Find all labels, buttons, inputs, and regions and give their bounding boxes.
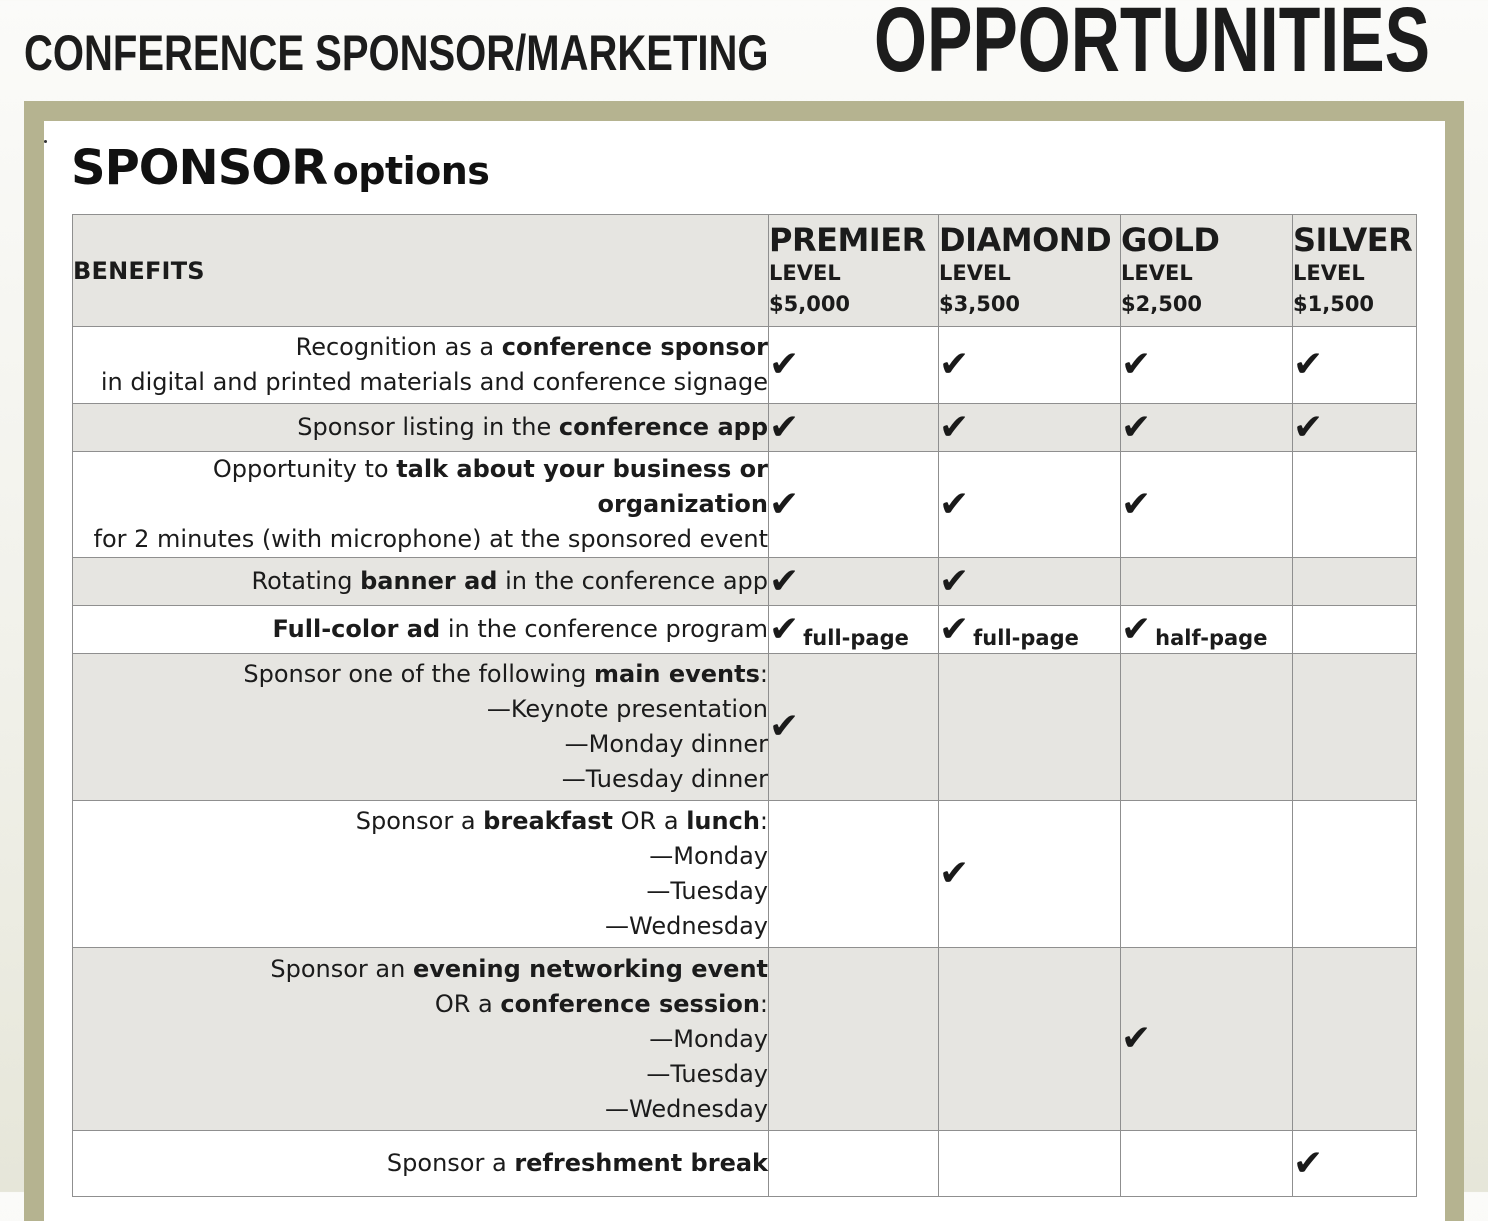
benefit-text: Sponsor an <box>270 954 413 983</box>
benefit-cell <box>73 452 769 558</box>
benefit-emphasis: main events <box>593 660 760 688</box>
table-row <box>73 801 1417 948</box>
level-header-diamond <box>939 215 1121 327</box>
benefit-text: Sponsor listing in the <box>297 413 559 441</box>
benefit-cell <box>73 327 769 404</box>
headline-small: CONFERENCE SPONSOR/MARKETING <box>24 25 769 81</box>
table-row <box>73 404 1417 452</box>
benefit-text: : <box>759 807 768 835</box>
benefit-text: for 2 minutes (with microphone) at the sponsored event <box>93 525 768 553</box>
mark-cell-gold <box>1121 404 1293 452</box>
benefit-text: : <box>759 660 768 688</box>
mark-cell-diamond <box>939 327 1121 404</box>
check-icon: ✔ <box>769 560 800 602</box>
benefit-text: Sponsor a <box>355 807 484 835</box>
mark-cell-gold <box>1121 452 1293 558</box>
level-price: $1,500 <box>1293 291 1375 316</box>
benefit-emphasis: conference session <box>500 989 760 1018</box>
table-row <box>73 606 1417 654</box>
mark-cell-premier <box>769 558 939 606</box>
check-icon: ✔ <box>939 853 970 894</box>
benefit-text: Rotating <box>251 567 361 595</box>
mark-cell-silver <box>1293 948 1417 1131</box>
benefit-emphasis: conference app <box>558 413 768 441</box>
benefit-text: in the conference app <box>497 567 768 595</box>
level-price: $3,500 <box>939 291 1021 316</box>
mark-cell-diamond <box>939 452 1121 558</box>
page-headline <box>24 0 1464 92</box>
section-title-rest: options <box>332 149 490 193</box>
benefit-text: Sponsor one of the following <box>243 660 594 688</box>
mark-cell-premier <box>769 801 939 948</box>
benefit-emphasis: banner ad <box>360 567 498 595</box>
check-icon: ✔ <box>769 483 800 525</box>
benefit-text: OR a <box>613 807 687 835</box>
check-icon: ✔ <box>939 344 970 385</box>
benefit-list-item: —Tuesday dinner <box>561 765 768 793</box>
check-icon: ✔ <box>1121 406 1152 448</box>
benefit-list-item: —Wednesday <box>605 1094 768 1123</box>
level-header-gold <box>1121 215 1293 327</box>
benefit-text: Opportunity to <box>212 455 397 483</box>
benefits-header: BENEFITS <box>73 215 769 327</box>
check-icon: ✔ <box>1121 344 1152 385</box>
level-name: SILVER <box>1293 220 1413 259</box>
benefit-cell <box>73 654 769 801</box>
ad-size-note: full-page <box>973 625 1079 650</box>
benefit-emphasis: talk about your business or organization <box>396 455 768 518</box>
mark-cell-diamond <box>939 654 1121 801</box>
table-header-row <box>73 215 1417 327</box>
table-row <box>73 558 1417 606</box>
level-sub: LEVEL <box>1293 260 1365 285</box>
check-icon: ✔ <box>769 344 800 385</box>
benefit-text: Recognition as a <box>295 333 502 361</box>
benefit-text: OR a <box>434 989 501 1018</box>
benefit-emphasis: evening networking event <box>412 954 768 983</box>
check-icon: ✔ <box>1121 483 1152 525</box>
mark-cell-silver <box>1293 801 1417 948</box>
check-icon: ✔ <box>939 406 970 448</box>
benefit-emphasis: refreshment break <box>514 1149 768 1177</box>
mark-cell-diamond <box>939 948 1121 1131</box>
ad-size-note: full-page <box>803 625 909 650</box>
mark-cell-premier <box>769 654 939 801</box>
mark-cell-premier <box>769 948 939 1131</box>
level-name: GOLD <box>1121 220 1220 259</box>
mark-cell-diamond <box>939 801 1121 948</box>
check-icon: ✔ <box>1121 1018 1152 1059</box>
benefit-cell <box>73 801 769 948</box>
benefit-cell <box>73 404 769 452</box>
table-row <box>73 1131 1417 1197</box>
check-icon: ✔ <box>1293 406 1324 448</box>
mark-cell-silver <box>1293 452 1417 558</box>
mark-cell-premier <box>769 606 939 654</box>
benefit-list-item: —Monday <box>649 842 768 870</box>
mark-cell-silver <box>1293 654 1417 801</box>
check-icon: ✔ <box>939 483 970 525</box>
mark-cell-gold <box>1121 606 1293 654</box>
mark-cell-diamond <box>939 404 1121 452</box>
table-row <box>73 452 1417 558</box>
benefit-list-item: —Keynote presentation <box>486 695 768 723</box>
benefit-list-item: —Wednesday <box>605 912 768 940</box>
level-header-silver <box>1293 215 1417 327</box>
check-icon: ✔ <box>769 406 800 448</box>
check-icon: ✔ <box>939 608 970 650</box>
level-name: PREMIER <box>769 220 926 259</box>
benefit-text: in digital and printed materials and conference signage <box>100 368 768 396</box>
mark-cell-gold <box>1121 1131 1293 1197</box>
mark-cell-silver <box>1293 404 1417 452</box>
benefit-cell <box>73 606 769 654</box>
mark-cell-premier <box>769 452 939 558</box>
table-row <box>73 948 1417 1131</box>
level-sub: LEVEL <box>1121 260 1193 285</box>
mark-cell-gold <box>1121 654 1293 801</box>
mark-cell-gold <box>1121 327 1293 404</box>
benefit-emphasis: lunch <box>686 807 760 835</box>
section-title-bold: SPONSOR <box>71 140 328 196</box>
check-icon: ✔ <box>939 560 970 602</box>
level-header-premier <box>769 215 939 327</box>
mark-cell-silver <box>1293 327 1417 404</box>
ad-size-note: half-page <box>1155 625 1268 650</box>
section-title <box>71 140 489 196</box>
level-name: DIAMOND <box>939 220 1112 259</box>
benefit-list-item: —Tuesday <box>646 877 768 905</box>
sponsor-table <box>72 214 1417 1197</box>
benefit-list-item: —Monday dinner <box>564 730 768 758</box>
level-sub: LEVEL <box>769 260 841 285</box>
headline-big: OPPORTUNITIES <box>874 0 1431 91</box>
mark-cell-silver <box>1293 558 1417 606</box>
mark-cell-gold <box>1121 558 1293 606</box>
mark-cell-premier <box>769 404 939 452</box>
table-row <box>73 654 1417 801</box>
benefit-emphasis: conference sponsor <box>501 333 768 361</box>
benefit-cell <box>73 558 769 606</box>
check-icon: ✔ <box>769 608 800 650</box>
check-icon: ✔ <box>769 706 800 747</box>
stray-dot <box>44 140 47 143</box>
benefit-text: Sponsor a <box>386 1149 515 1177</box>
mark-cell-premier <box>769 327 939 404</box>
level-price: $5,000 <box>769 291 851 316</box>
mark-cell-premier <box>769 1131 939 1197</box>
benefit-text: in the conference program <box>440 615 768 643</box>
mark-cell-diamond <box>939 606 1121 654</box>
level-sub: LEVEL <box>939 260 1011 285</box>
mark-cell-gold <box>1121 948 1293 1131</box>
check-icon: ✔ <box>1293 1142 1324 1184</box>
table-row <box>73 327 1417 404</box>
level-price: $2,500 <box>1121 291 1203 316</box>
check-icon: ✔ <box>1293 344 1324 385</box>
benefit-emphasis: Full-color ad <box>272 615 441 643</box>
benefit-text: : <box>759 989 768 1018</box>
mark-cell-silver <box>1293 606 1417 654</box>
mark-cell-diamond <box>939 1131 1121 1197</box>
benefit-list-item: —Monday <box>649 1024 768 1053</box>
benefit-cell <box>73 1131 769 1197</box>
mark-cell-diamond <box>939 558 1121 606</box>
benefit-cell <box>73 948 769 1131</box>
benefit-emphasis: breakfast <box>483 807 614 835</box>
benefit-list-item: —Tuesday <box>646 1059 768 1088</box>
check-icon: ✔ <box>1121 608 1152 650</box>
mark-cell-gold <box>1121 801 1293 948</box>
mark-cell-silver <box>1293 1131 1417 1197</box>
